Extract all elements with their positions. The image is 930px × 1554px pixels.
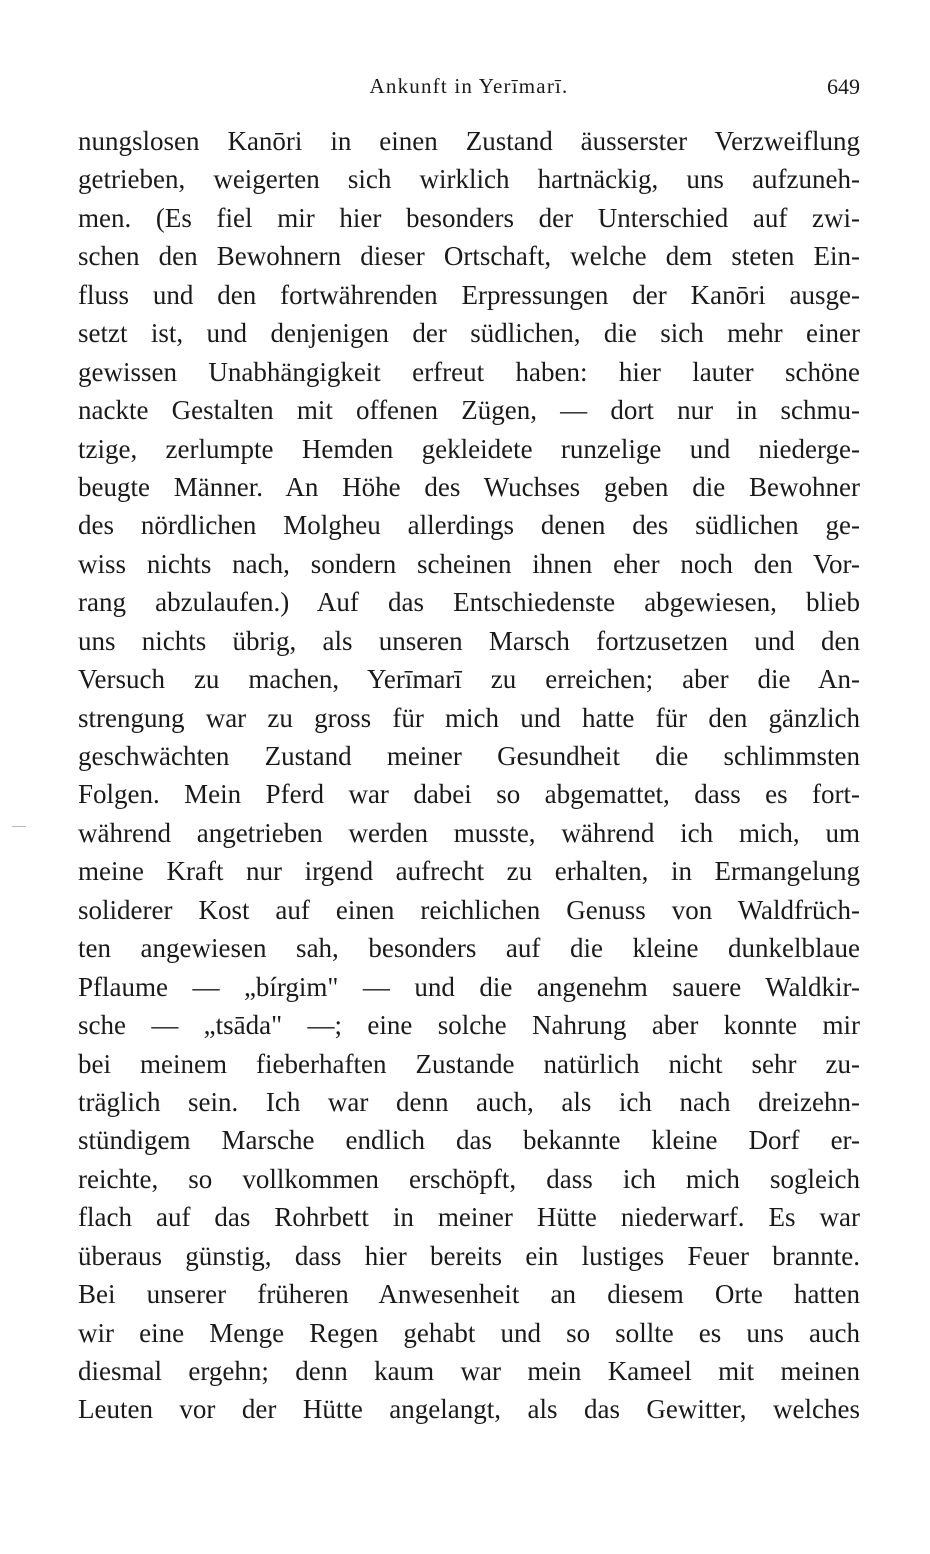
text-line: während angetrieben werden musste, während ich mich, um [78,817,860,848]
text-line: wiss nichts nach, sondern scheinen ihnen eher noch den Vor- [78,548,860,579]
text-line: träglich sein. Ich war denn auch, als ich nach dreizehn- [78,1086,860,1117]
text-line: sche — „tsāda" —; eine solche Nahrung aber konnte mir [78,1010,860,1041]
text-line: uns nichts übrig, als unseren Marsch fortzusetzen und den [78,625,860,656]
text-line: Pflaume — „bírgim" — und die angenehm sauere Waldkir- [78,971,860,1002]
text-line: nungslosen Kanōri in einen Zustand äusserster Verzweiflung [78,126,860,156]
text-line: rang abzulaufen.) Auf das Entschiedenste abgewiesen, blieb [78,587,860,618]
body-text [78,122,860,1429]
text-line: schen den Bewohnern dieser Ortschaft, welche dem steten Ein- [78,241,860,272]
text-line: setzt ist, und denjenigen der südlichen, die sich mehr einer [78,318,860,349]
page-number: 649 [827,74,860,99]
text-line: strengung war zu gross für mich und hatte für den gänzlich [78,702,860,733]
text-line: fluss und den fortwährenden Erpressungen der Kanōri ausge- [78,279,860,310]
text-line: stündigem Marsche endlich das bekannte kleine Dorf er- [78,1125,860,1156]
text-line: flach auf das Rohrbett in meiner Hütte niederwarf. Es war [78,1202,860,1233]
margin-mark [12,826,26,827]
text-line: Versuch zu machen, Yerīmarī zu erreichen; aber die An- [78,664,860,695]
text-line: beugte Männer. An Höhe des Wuchses geben die Bewohner [78,471,860,502]
text-line: ten angewiesen sah, besonders auf die kleine dunkelblaue [78,933,860,964]
running-title: Ankunft in Yerīmarī. [369,74,569,98]
text-line: wir eine Menge Regen gehabt und so sollte es uns auch [78,1317,860,1348]
text-line: meine Kraft nur irgend aufrecht zu erhalten, in Ermangelung [78,856,860,887]
text-line: des nördlichen Molgheu allerdings denen des südlichen ge- [78,510,860,541]
text-line: Bei unserer früheren Anwesenheit an diesem Orte hatten [78,1279,860,1310]
text-line: geschwächten Zustand meiner Gesundheit die schlimmsten [78,741,860,771]
text-line: men. (Es fiel mir hier besonders der Unterschied auf zwi- [78,202,860,233]
text-line: soliderer Kost auf einen reichlichen Genuss von Waldfrüch- [78,894,860,925]
text-line: nackte Gestalten mit offenen Zügen, — dort nur in schmu- [78,395,860,426]
text-line: diesmal ergehn; denn kaum war mein Kameel mit meinen [78,1356,860,1386]
text-line: Folgen. Mein Pferd war dabei so abgemattet, dass es fort- [78,779,860,810]
text-line: bei meinem fieberhaften Zustande natürlich nicht sehr zu- [78,1048,860,1079]
text-line: reichte, so vollkommen erschöpft, dass ich mich sogleich [78,1163,860,1194]
text-line: tzige, zerlumpte Hemden gekleidete runzelige und niederge- [78,433,860,464]
text-line: Leuten vor der Hütte angelangt, als das Gewitter, welches [78,1394,860,1425]
text-line: gewissen Unabhängigkeit erfreut haben: hier lauter schöne [78,356,860,387]
text-line: getrieben, weigerten sich wirklich hartnäckig, uns aufzuneh- [78,164,860,195]
text-line: überaus günstig, dass hier bereits ein lustiges Feuer brannte. [78,1240,860,1271]
running-head [78,74,860,104]
